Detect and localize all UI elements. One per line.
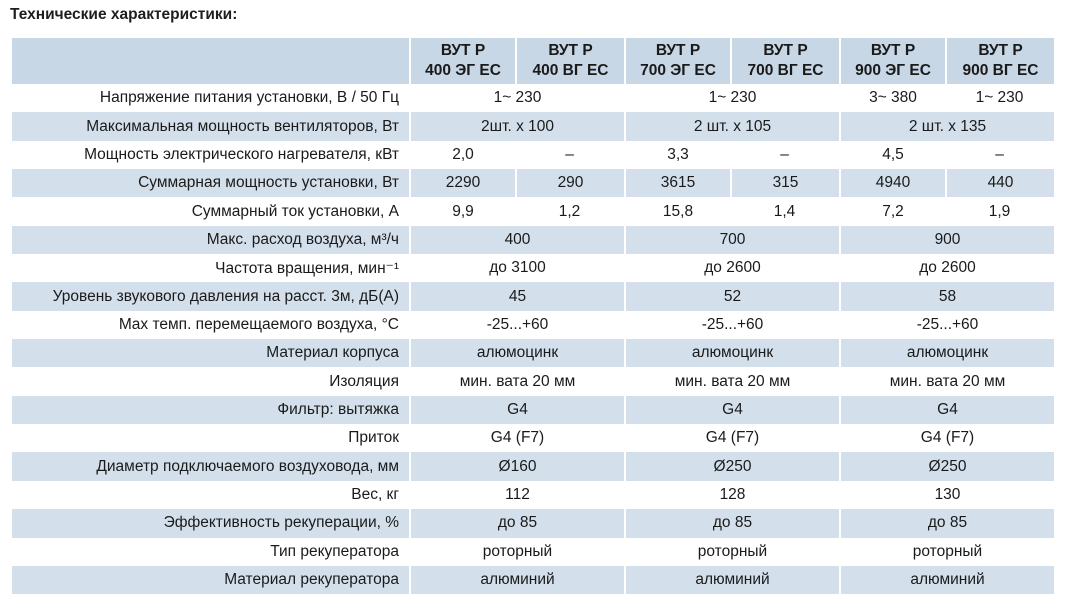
row-label: Суммарный ток установки, А [191, 202, 399, 220]
table-cell: 2290 [409, 169, 515, 197]
model-header: ВУТ Р 400 ЭГ ЕС [409, 38, 515, 84]
table-cell: роторный [409, 538, 624, 566]
table-cell: G4 (F7) [409, 424, 624, 452]
table-cell: алюминий [409, 566, 624, 594]
table-row [12, 311, 1054, 339]
table-row [12, 367, 1054, 395]
table-cell: -25...+60 [409, 311, 624, 339]
table-cell: 2шт. х 100 [409, 112, 624, 140]
model-header: ВУТ Р 900 ВГ ЕС [945, 38, 1054, 84]
table-cell: G4 [624, 396, 839, 424]
row-label: Материал рекуператора [12, 566, 409, 594]
table-cell: 15,8 [624, 197, 730, 225]
model-header: ВУТ Р 900 ЭГ ЕС [839, 38, 945, 84]
row-label: Тип рекуператора [270, 542, 399, 560]
spec-table [12, 38, 1054, 594]
row-label: Суммарная мощность установки, Вт [12, 169, 409, 197]
table-row [12, 396, 1054, 424]
table-row [12, 566, 1054, 594]
table-row [12, 282, 1054, 310]
table-cell: алюмоцинк [624, 339, 839, 367]
table-cell: 58 [839, 282, 1054, 310]
table-cell: до 85 [624, 509, 839, 537]
table-cell: мин. вата 20 мм [839, 367, 1054, 395]
page-title: Технические характеристики: [10, 6, 238, 23]
row-label: Эффективность рекуперации, % [12, 509, 409, 537]
model-header: ВУТ Р 700 ВГ ЕС [730, 38, 839, 84]
row-label: Максимальная мощность вентиляторов, Вт [12, 112, 409, 140]
table-row [12, 452, 1054, 480]
table-cell: до 85 [409, 509, 624, 537]
header-corner [12, 38, 409, 84]
table-cell: алюминий [839, 566, 1054, 594]
table-cell: 400 [409, 226, 624, 254]
table-cell: 128 [624, 481, 839, 509]
table-cell: 1,2 [558, 202, 581, 220]
table-cell: 3615 [624, 169, 730, 197]
row-label: Диаметр подключаемого воздуховода, мм [12, 452, 409, 480]
table-cell: 45 [409, 282, 624, 310]
table-cell: G4 (F7) [839, 424, 1054, 452]
table-cell: Ø250 [624, 452, 839, 480]
row-label: Материал корпуса [12, 339, 409, 367]
table-cell: мин. вата 20 мм [409, 367, 624, 395]
table-cell: 3~ 380 [839, 84, 945, 112]
header-row [12, 38, 1054, 84]
table-cell: 4940 [839, 169, 945, 197]
table-cell: 1~ 230 [975, 89, 1024, 107]
table-cell: 1,4 [773, 202, 796, 220]
row-label: Изоляция [329, 372, 399, 390]
table-row [12, 538, 1054, 566]
table-cell: G4 [839, 396, 1054, 424]
table-cell: 52 [624, 282, 839, 310]
row-label: Max темп. перемещаемого воздуха, °С [118, 315, 399, 333]
row-label: Уровень звукового давления на расст. 3м, дБ(А) [12, 282, 409, 310]
table-cell: G4 [409, 396, 624, 424]
table-cell: до 3100 [409, 254, 624, 282]
table-cell: алюмоцинк [839, 339, 1054, 367]
table-row [12, 141, 1054, 169]
table-cell: 700 [624, 226, 839, 254]
table-cell: роторный [839, 538, 1054, 566]
table-row [12, 112, 1054, 140]
table-cell: алюминий [624, 566, 839, 594]
table-row [12, 481, 1054, 509]
table-cell: 4,5 [839, 141, 945, 169]
table-row [12, 169, 1054, 197]
table-cell: – [565, 145, 574, 163]
row-label: Фильтр: вытяжка [12, 396, 409, 424]
row-label: Вес, кг [351, 485, 399, 503]
table-cell: до 2600 [624, 254, 839, 282]
table-cell: 2 шт. х 105 [624, 112, 839, 140]
table-row [12, 424, 1054, 452]
row-label: Макс. расход воздуха, м³/ч [12, 226, 409, 254]
table-row [12, 226, 1054, 254]
table-row [12, 339, 1054, 367]
table-row [12, 197, 1054, 225]
row-label: Напряжение питания установки, В / 50 Гц [99, 89, 399, 107]
table-cell: алюмоцинк [409, 339, 624, 367]
table-cell: -25...+60 [624, 311, 839, 339]
table-cell: мин. вата 20 мм [624, 367, 839, 395]
table-cell: 2 шт. х 135 [839, 112, 1054, 140]
table-cell: 3,3 [624, 141, 730, 169]
table-cell: до 85 [839, 509, 1054, 537]
table-cell: 7,2 [839, 197, 945, 225]
table-row [12, 509, 1054, 537]
table-cell: Ø160 [409, 452, 624, 480]
table-row [12, 254, 1054, 282]
table-cell: 2,0 [409, 141, 515, 169]
table-cell: Ø250 [839, 452, 1054, 480]
table-cell: 1~ 230 [624, 84, 839, 112]
table-cell: 9,9 [409, 197, 515, 225]
row-label: Мощность электрического нагревателя, кВт [84, 145, 399, 163]
table-cell: 440 [945, 169, 1054, 197]
table-cell: 130 [839, 481, 1054, 509]
table-cell: -25...+60 [839, 311, 1054, 339]
model-header: ВУТ Р 400 ВГ ЕС [515, 38, 624, 84]
table-cell: 315 [730, 169, 839, 197]
row-label: Частота вращения, мин⁻¹ [215, 259, 399, 277]
model-header: ВУТ Р 700 ЭГ ЕС [624, 38, 730, 84]
table-cell: 1,9 [988, 202, 1011, 220]
table-cell: 112 [409, 481, 624, 509]
table-cell: 1~ 230 [409, 84, 624, 112]
table-cell: G4 (F7) [624, 424, 839, 452]
table-cell: 900 [839, 226, 1054, 254]
row-label: Приток [348, 429, 399, 447]
table-cell: – [995, 145, 1004, 163]
table-cell: 290 [515, 169, 624, 197]
table-cell: роторный [624, 538, 839, 566]
table-row [12, 84, 1054, 112]
table-cell: – [780, 145, 789, 163]
table-cell: до 2600 [839, 254, 1054, 282]
